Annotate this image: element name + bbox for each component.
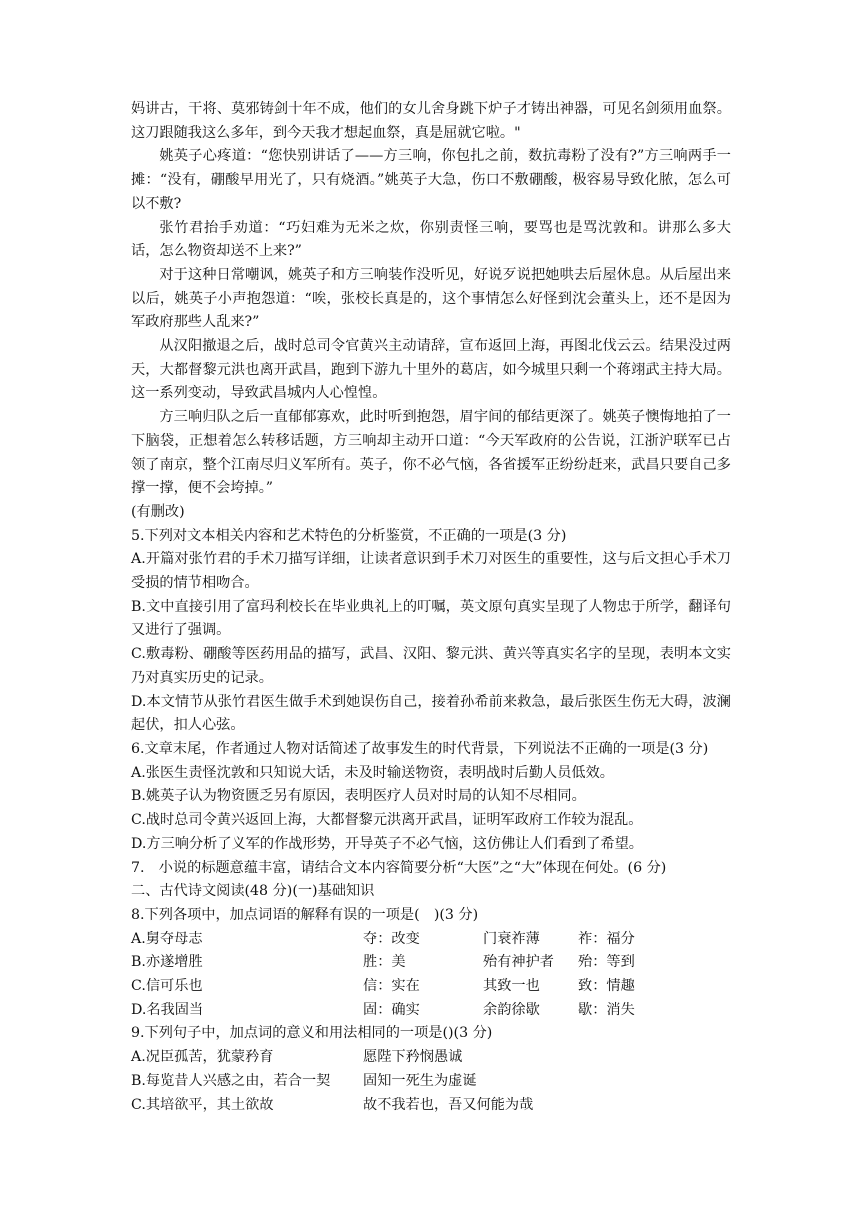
- option-sentence: 愿陛下矜悯愚诚: [363, 1049, 463, 1066]
- option-a: A.开篇对张竹君的手术刀描写详细，让读者意识到手术刀对医生的重要性，这与后文担心手术刀受损的情节相吻合。: [131, 551, 731, 592]
- option-row: [131, 999, 731, 1023]
- option-row: [131, 1046, 731, 1070]
- question-stem: 5.下列对文本相关内容和艺术特色的分析鉴赏，不正确的一项是(3 分): [131, 527, 567, 544]
- option-gloss: 信：实在: [363, 978, 420, 995]
- option-sentence: A.况臣孤苦，犹蒙矜育: [131, 1049, 274, 1066]
- passage-paragraph: 对于这种日常嘲讽，姚英子和方三响装作没听见，好说歹说把她哄去后屋休息。从后屋出来以后，姚英子小声抱怨道：“唉，张校长真是的，这个事情怎么好怪到沈会董头上，还不是因为军政府那些人乱来?”: [131, 266, 731, 331]
- passage-paragraph: 姚英子心疼道：“您快别讲话了——方三响，你包扎之前，数抗毒粉了没有?”方三响两手一摊：“没有，硼酸早用光了，只有烧酒。”姚英子大急，伤口不敷硼酸，极容易导致化脓，怎么可以不敷?: [131, 148, 731, 212]
- option-sentence: C.其培欲平，其土欲故: [131, 1096, 274, 1113]
- question-5: [131, 525, 731, 738]
- option-row: [131, 951, 731, 975]
- option-phrase: 其致一也: [483, 978, 540, 995]
- option-b: B.文中直接引用了富玛利校长在毕业典礼上的叮嘱，英文原句真实呈现了人物忠于所学，翻译句又进行了强调。: [131, 598, 731, 639]
- option-gloss: 胜：美: [363, 954, 406, 971]
- passage-paragraph: 张竹君抬手劝道：“巧妇难为无米之炊，你别责怪三响，要骂也是骂沈敦和。讲那么多大话，怎么物资却送不上来?”: [131, 219, 731, 260]
- option-phrase: C.信可乐也: [131, 978, 203, 995]
- option-row: [131, 1070, 731, 1094]
- option-row: [131, 975, 731, 999]
- passage: [131, 98, 731, 525]
- question-7: 7. 小说的标题意蕴丰富，请结合文本内容简要分析“大医”之“大”体现在何处。(6 分): [131, 859, 667, 876]
- passage-paragraph: 妈讲古，干将、莫邪铸剑十年不成，他们的女儿舍身跳下炉子才铸出神器，可见名剑须用血祭。这刀跟随我这么多年，到今天我才想起血祭，真是屈就它啦。": [131, 101, 731, 141]
- section-heading: 二、古代诗文阅读(48 分)(一)基础知识: [131, 883, 375, 900]
- option-gloss: 殆：等到: [578, 954, 635, 971]
- passage-paragraph: 方三响归队之后一直郁郁寡欢，此时听到抱怨，眉宇间的郁结更深了。姚英子懊悔地拍了一下脑袋，正想着怎么转移话题，方三响却主动开口道：“今天军政府的公告说，江浙沪联军已占领了南京，整个江南尽归义军所有。英子，你不必气恼，各省援军正纷纷赶来，武昌只要自己多撑一撑，便不会垮掉。”: [131, 409, 731, 497]
- question-stem: 6.文章末尾，作者通过人物对话简述了故事发生的时代背景，下列说法不正确的一项是(3 分): [131, 740, 709, 757]
- question-stem: 9.下列句子中，加点词的意义和用法相同的一项是()(3 分): [131, 1025, 493, 1042]
- option-gloss: 夺：改变: [363, 930, 420, 947]
- option-phrase: 殆有神护者: [483, 954, 554, 971]
- source-note: (有删改): [131, 503, 185, 520]
- option-row: [131, 928, 731, 952]
- option-phrase: D.名我固当: [131, 1001, 204, 1018]
- option-b: B.姚英子认为物资匮乏另有原因，表明医疗人员对时局的认知不尽相同。: [131, 788, 586, 805]
- option-c: C.战时总司令黄兴返回上海，大都督黎元洪离开武昌，证明军政府工作较为混乱。: [131, 812, 643, 829]
- option-phrase: 门衰祚薄: [483, 930, 540, 947]
- option-sentence: 固知一死生为虚诞: [363, 1072, 477, 1089]
- question-8: [131, 904, 731, 1023]
- question-6: [131, 738, 731, 857]
- option-gloss: 歇：消失: [578, 1001, 635, 1018]
- option-sentence: B.每览昔人兴感之由，若合一契: [131, 1072, 331, 1089]
- option-row: [131, 1094, 731, 1118]
- document-page: [131, 98, 731, 1117]
- option-phrase: A.舅夺母志: [131, 930, 203, 947]
- option-gloss: 祚：福分: [578, 930, 635, 947]
- question-stem: 8.下列各项中，加点词语的解释有误的一项是( )(3 分): [131, 906, 479, 923]
- option-gloss: 固：确实: [363, 1001, 420, 1018]
- option-d: D.本文情节从张竹君医生做手术到她误伤自己，接着孙希前来救急，最后张医生伤无大碍，波澜起伏，扣人心弦。: [131, 693, 731, 734]
- passage-paragraph: 从汉阳撤退之后，战时总司令官黄兴主动请辞，宣布返回上海，再图北伐云云。结果没过两天，大都督黎元洪也离开武昌，跑到下游九十里外的葛店，如今城里只剩一个蒋翊武主持大局。这一系列变动，导致武昌城内人心惶惶。: [131, 338, 731, 402]
- question-9: [131, 1022, 731, 1117]
- option-a: A.张医生责怪沈敦和只知说大话，未及时输送物资，表明战时后勤人员低效。: [131, 764, 614, 781]
- option-sentence: 故不我若也，吾又何能为哉: [363, 1096, 534, 1113]
- option-d: D.方三响分析了义军的作战形势，开导英子不必气恼，这仿佛让人们看到了希望。: [131, 835, 643, 852]
- option-phrase: 余韵徐歇: [483, 1001, 540, 1018]
- option-c: C.敷毒粉、硼酸等医药用品的描写，武昌、汉阳、黎元洪、黄兴等真实名字的呈现，表明本文实乃对真实历史的记录。: [131, 646, 731, 686]
- option-gloss: 致：情趣: [578, 978, 635, 995]
- option-phrase: B.亦遂增胜: [131, 954, 203, 971]
